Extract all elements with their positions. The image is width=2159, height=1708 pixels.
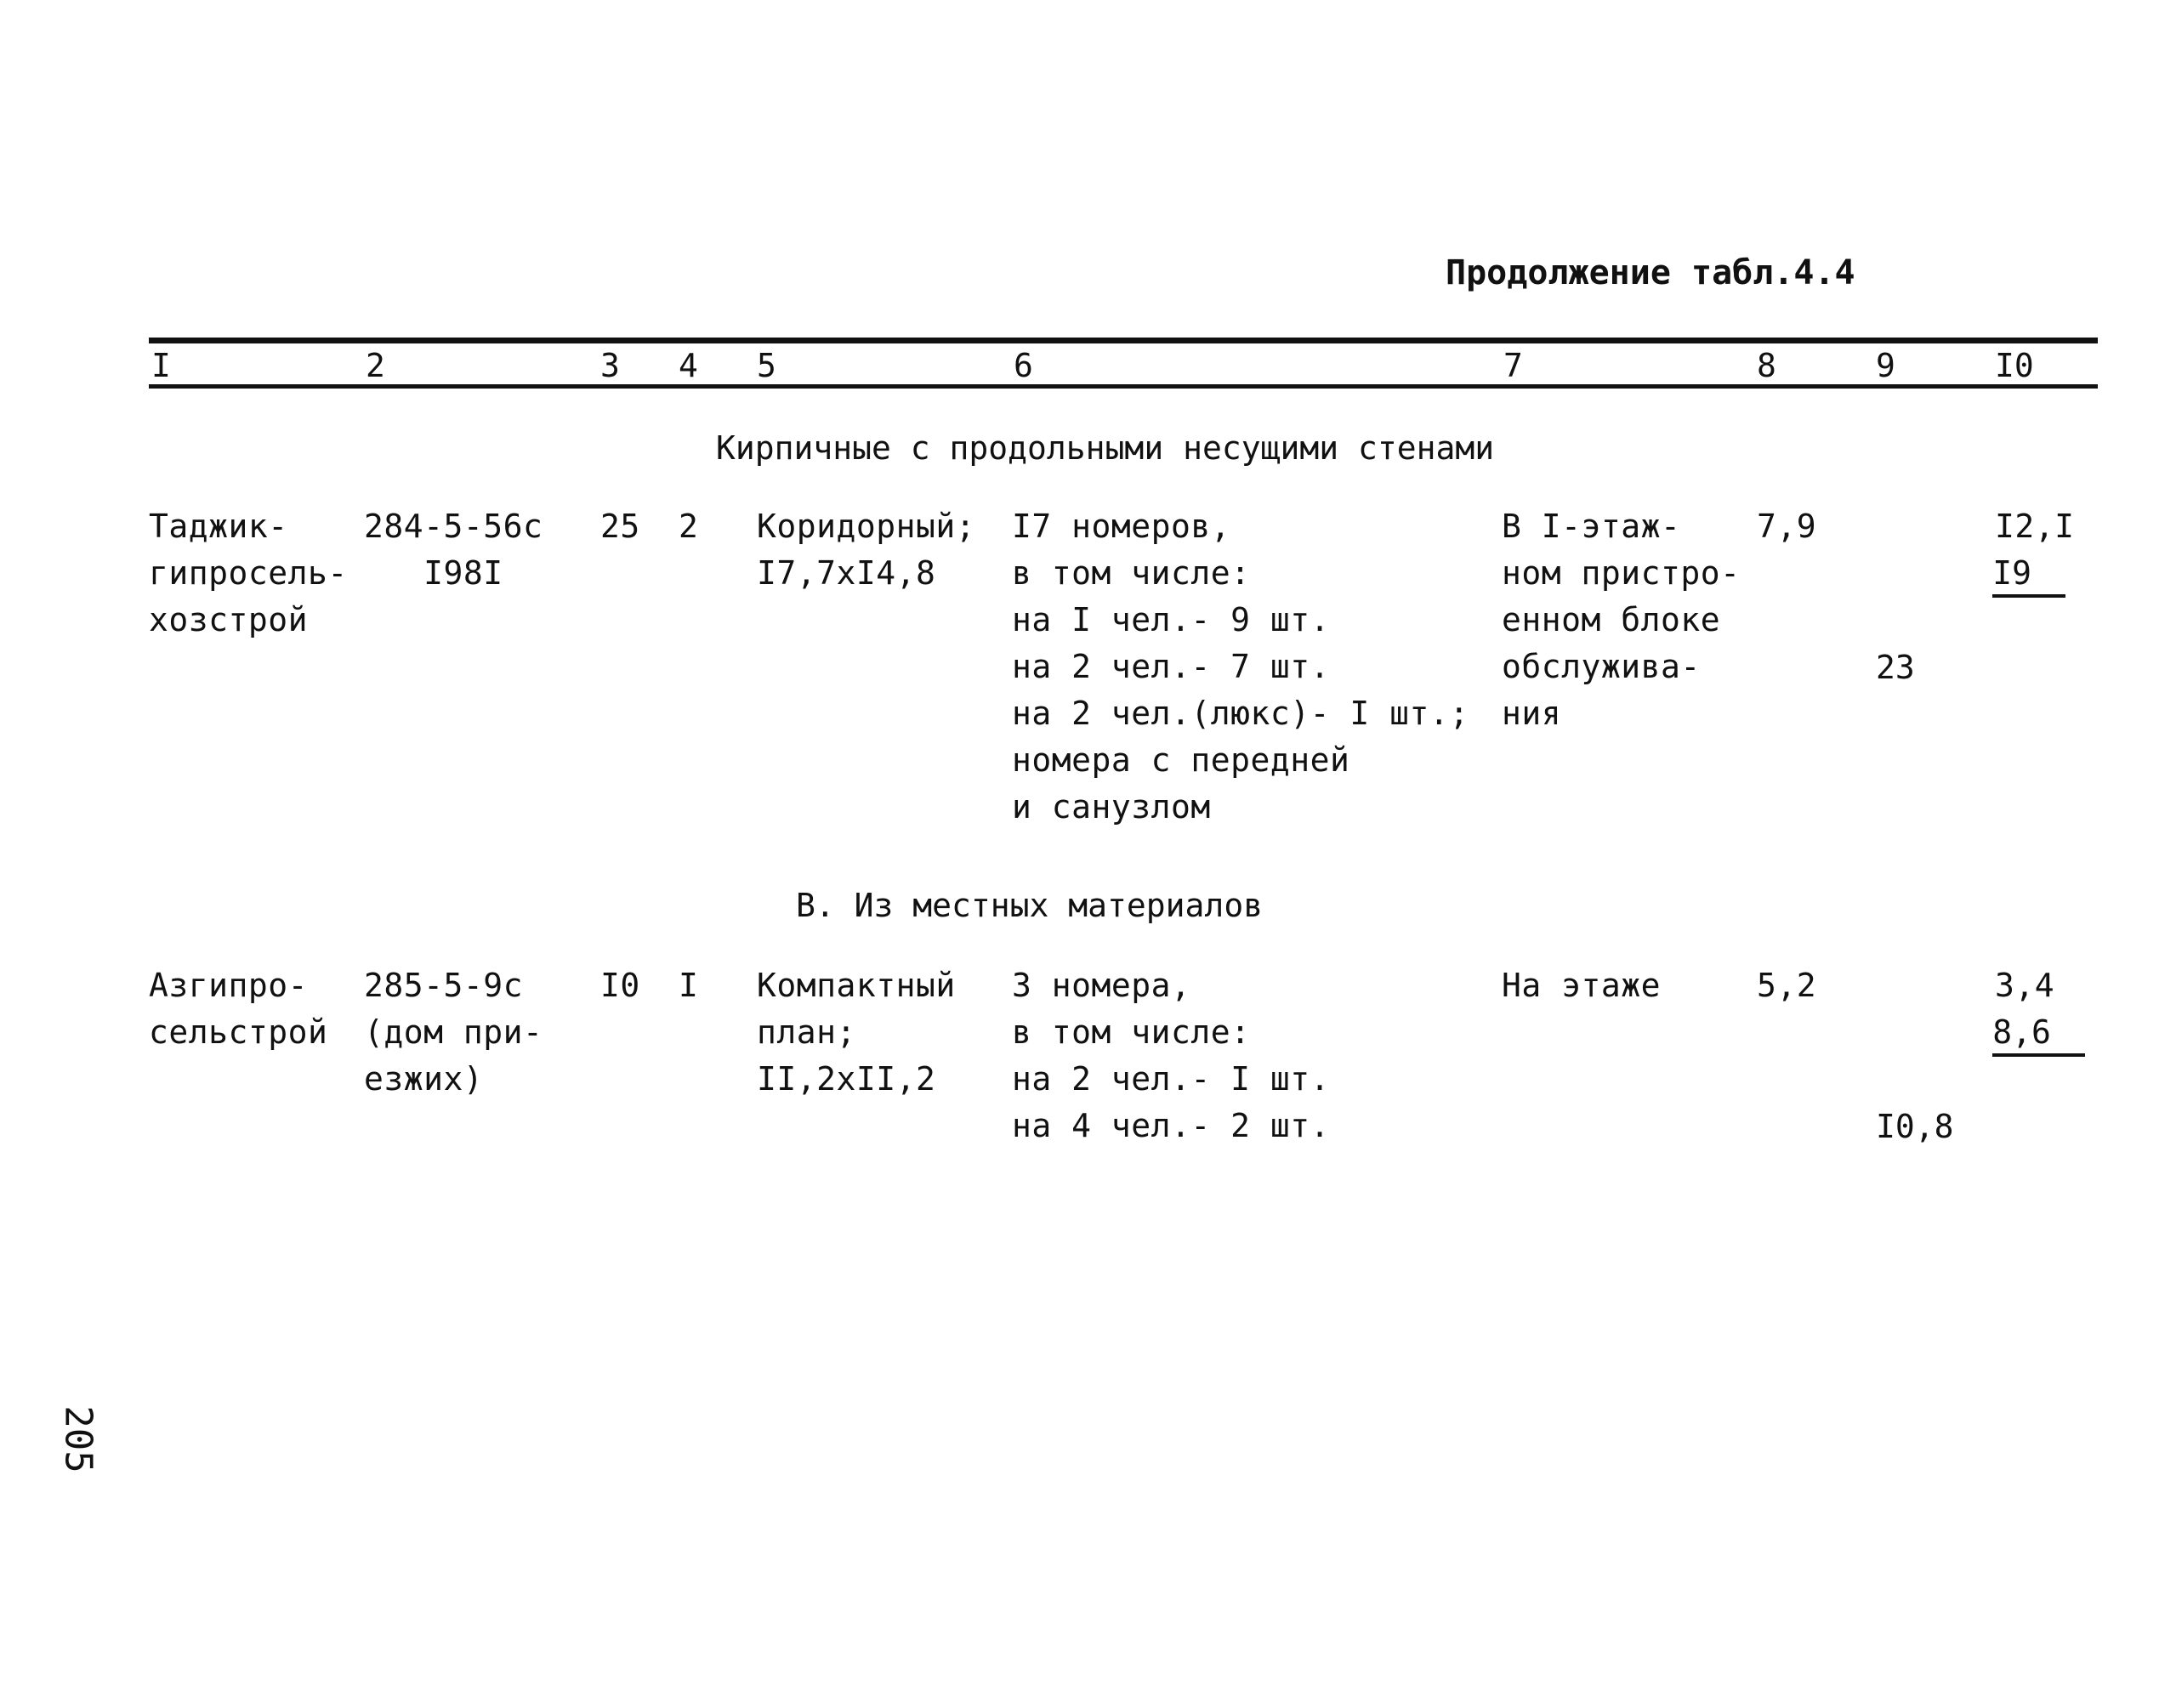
header-top-rule	[149, 338, 2098, 343]
column-number-2: 2	[366, 347, 385, 384]
cell-column-3: I0	[600, 967, 640, 1004]
page-number: 205	[56, 1405, 100, 1473]
column-number-8: 8	[1757, 347, 1776, 384]
fraction-numerator: 8,6	[1992, 1011, 2085, 1057]
column-number-6: 6	[1014, 347, 1033, 384]
cell-service-block: В I-этаж- ном пристро- енном блоке обслужива- ния	[1502, 508, 1741, 732]
cell-service-block: На этаже	[1502, 967, 1662, 1004]
cell-organization: Азгипро- сельстрой	[149, 967, 328, 1051]
table-caption: Продолжение табл.4.4	[1446, 253, 1855, 292]
column-number-9: 9	[1876, 347, 1895, 384]
cell-plan-type: Компактный план; II,2хII,2	[757, 967, 956, 1098]
cell-column-4: I	[679, 967, 699, 1004]
column-number-3: 3	[600, 347, 620, 384]
cell-column-3: 25	[600, 508, 640, 545]
header-bottom-rule	[149, 384, 2098, 389]
cell-column-10: 3,4	[1995, 967, 2055, 1004]
column-number-7: 7	[1503, 347, 1523, 384]
column-number-5: 5	[757, 347, 776, 384]
column-number-10: I0	[1995, 347, 2034, 384]
cell-project-number: 285-5-9с (дом при- езжих)	[364, 967, 543, 1098]
cell-plan-type: Коридорный; I7,7хI4,8	[757, 508, 976, 592]
cell-column-8: 5,2	[1757, 967, 1817, 1004]
column-number-4: 4	[679, 347, 698, 384]
cell-column-10: I2,I	[1995, 508, 2075, 545]
column-number-1: I	[151, 347, 171, 384]
fraction-denominator: I0,8	[1876, 1108, 1954, 1145]
cell-column-4: 2	[679, 508, 699, 545]
section-heading: В. Из местных материалов	[796, 887, 1264, 924]
section-heading: Кирпичные с продольными несущими стенами	[716, 429, 1495, 467]
cell-project-number: 284-5-56с I98I	[364, 508, 543, 592]
cell-rooms: I7 номеров, в том числе: на I чел.- 9 шт. на 2 чел.- 7 шт. на 2 чел.(люкс)- I шт.; номера с передней и санузлом	[1012, 508, 1469, 826]
cell-rooms: 3 номера, в том числе: на 2 чел.- I шт. на 4 чел.- 2 шт.	[1012, 967, 1331, 1144]
cell-column-8: 7,9	[1757, 508, 1817, 545]
cell-organization: Таджик- гипросель- хозстрой	[149, 508, 348, 638]
fraction-numerator: I9	[1992, 552, 2065, 598]
fraction-denominator: 23	[1876, 649, 1915, 686]
